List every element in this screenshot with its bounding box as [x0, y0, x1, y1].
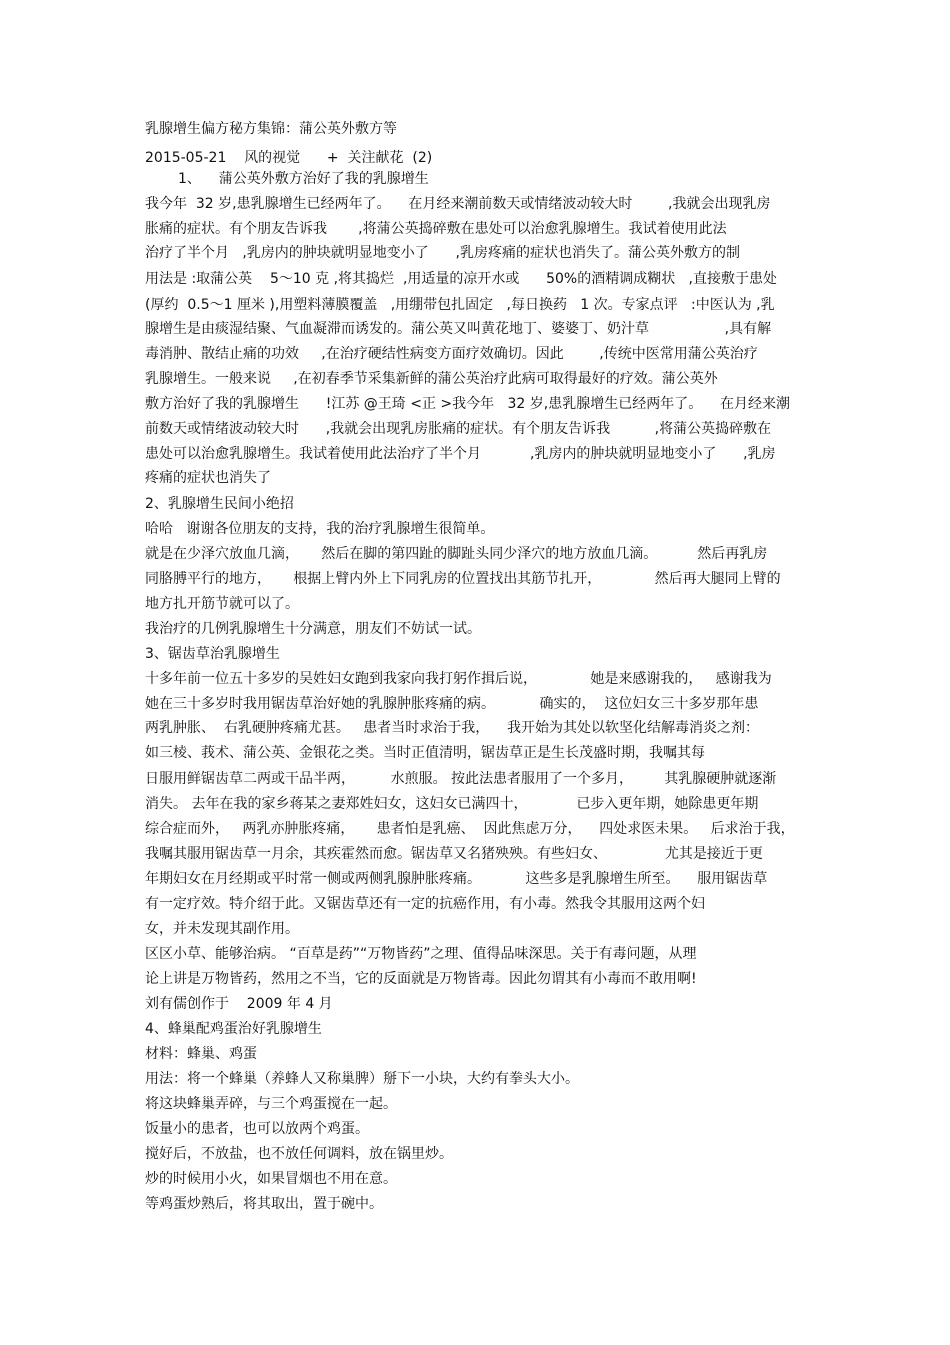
paragraph-line: 毒消肿、散结止痛的功效 ,在治疗硬结性病变方面疗效确切。因此 ,传统中医常用蒲公英治疗: [145, 346, 758, 362]
paragraph-line: 消失。 去年在我的家乡蒋某之妻郑姓妇女，这妇女已满四十， 已步入更年期，她除患更年期: [145, 796, 759, 812]
paragraph-line: 饭量小的患者，也可以放两个鸡蛋。: [145, 1121, 369, 1137]
paragraph-line: 患处可以治愈乳腺增生。我试着使用此法治疗了半个月 ,乳房内的肿块就明显地变小了 ,乳房: [145, 446, 776, 462]
article-title: 乳腺增生偏方秘方集锦：蒲公英外敷方等: [145, 121, 397, 137]
section-4-heading: 4、蜂巢配鸡蛋治好乳腺增生: [145, 1021, 322, 1037]
paragraph-line: 哈哈 谢谢各位朋友的支持，我的治疗乳腺增生很简单。: [145, 521, 495, 537]
paragraph-line: 用法：将一个蜂巢（养蜂人又称巢脾）掰下一小块，大约有拳头大小。: [145, 1071, 579, 1087]
paragraph-line: 我今年 32 岁,患乳腺增生已经两年了。 在月经来潮前数天或情绪波动较大时 ,我就会出现乳房: [145, 196, 771, 212]
paragraph-line: 同胳膊平行的地方， 根据上臂内外上下同乳房的位置找出其筋节扎开， 然后再大腿同上臂的: [145, 571, 781, 587]
paragraph-line: 将这块蜂巢弄碎，与三个鸡蛋搅在一起。: [145, 1096, 397, 1112]
paragraph-line: 胀痛的症状。有个朋友告诉我 ,将蒲公英捣碎敷在患处可以治愈乳腺增生。我试着使用此法: [145, 221, 727, 237]
paragraph-line: 论上讲是万物皆药，然用之不当，它的反面就是万物皆毒。因此勿谓其有小毒而不敢用啊!: [145, 971, 697, 987]
author-signature-line: 刘有儒创作于 2009 年 4 月: [145, 996, 333, 1012]
paragraph-line: 有一定疗效。特介绍于此。又锯齿草还有一定的抗癌作用，有小毒。然我令其服用这两个妇: [145, 896, 705, 912]
paragraph-line: 等鸡蛋炒熟后，将其取出，置于碗中。: [145, 1196, 383, 1212]
paragraph-line: 年期妇女在月经期或平时常一侧或两侧乳腺肿胀疼痛。 这些多是乳腺增生所至。 服用锯齿草: [145, 871, 768, 887]
paragraph-line: 疼痛的症状也消失了: [145, 470, 271, 486]
section-1-heading: 1、 蒲公英外敷方治好了我的乳腺增生: [178, 171, 429, 187]
section-3-heading: 3、锯齿草治乳腺增生: [145, 646, 280, 662]
paragraph-line: 我治疗的几例乳腺增生十分满意，朋友们不妨试一试。: [145, 621, 481, 637]
section-2-heading: 2、乳腺增生民间小绝招: [145, 496, 294, 512]
article-meta: 2015-05-21 风的视觉 + 关注献花 (2): [145, 150, 433, 166]
paragraph-line: 治疗了半个月 ,乳房内的肿块就明显地变小了 ,乳房疼痛的症状也消失了。蒲公英外敷方的制: [145, 245, 740, 261]
paragraph-line: 日服用鲜锯齿草二两或干品半两， 水煎服。 按此法患者服用了一个多月， 其乳腺硬肿就逐渐: [145, 771, 777, 787]
paragraph-line: 就是在少泽穴放血几滴， 然后在脚的第四趾的脚趾头同少泽穴的地方放血几滴。 然后再乳房: [145, 546, 768, 562]
paragraph-line: 综合症而外， 两乳亦肿胀疼痛， 患者怕是乳癌、 因此焦虑万分， 四处求医未果。 后求治于我，: [145, 821, 795, 837]
paragraph-line: 前数天或情绪波动较大时 ,我就会出现乳房胀痛的症状。有个朋友告诉我 ,将蒲公英捣碎敷在: [145, 421, 772, 437]
paragraph-line: 乳腺增生。一般来说 ,在初春季节采集新鲜的蒲公英治疗此病可取得最好的疗效。蒲公英外: [145, 371, 718, 387]
paragraph-line: 如三棱、莪术、蒲公英、金银花之类。当时正值清明，锯齿草正是生长茂盛时期，我嘱其每: [145, 745, 705, 761]
paragraph-line: 女，并未发现其副作用。: [145, 921, 299, 937]
paragraph-line: 敷方治好了我的乳腺增生 !江苏 @王琦 <正 >我今年 32 岁,患乳腺增生已经两年了。 在月经来潮: [145, 396, 790, 412]
paragraph-line: 搅好后，不放盐，也不放任何调料，放在锅里炒。: [145, 1146, 453, 1162]
paragraph-line: 腺增生是由痰湿结聚、气血凝滞而诱发的。蒲公英又叫黄花地丁、婆婆丁、奶汁草 ,具有解: [145, 321, 772, 337]
paragraph-line: 她在三十多岁时我用锯齿草治好她的乳腺肿胀疼痛的病。 确实的， 这位妇女三十多岁那年患: [145, 696, 759, 712]
paragraph-line: 两乳肿胀、 右乳硬肿疼痛尤甚。 患者当时求治于我， 我开始为其处以软坚化结解毒消炎之剂：: [145, 720, 760, 736]
paragraph-line: 材料：蜂巢、鸡蛋: [145, 1046, 257, 1062]
paragraph-line: 我嘱其服用锯齿草一月余，其疾霍然而愈。锯齿草又名猪殃殃。有些妇女、 尤其是接近于更: [145, 846, 763, 862]
paragraph-line: 地方扎开筋节就可以了。: [145, 596, 299, 612]
paragraph-line: (厚约 0.5～1 厘米 ),用塑料薄膜覆盖 ,用绷带包扎固定 ,每日换药 1 次。专家点评 :中医认为 ,乳: [145, 297, 775, 313]
paragraph-line: 十多年前一位五十多岁的吴姓妇女跑到我家向我打躬作揖后说， 她是来感谢我的， 感谢我为: [145, 671, 772, 687]
paragraph-line: 用法是 :取蒲公英 5～10 克 ,将其捣烂 ,用适量的凉开水或 50%的酒精调成糊状 ,直接敷于患处: [145, 271, 778, 287]
paragraph-line: 炒的时候用小火，如果冒烟也不用在意。: [145, 1171, 397, 1187]
paragraph-line: 区区小草、能够治病。 “百草是药”“万物皆药”之理、值得品味深思。关于有毒问题，从理: [145, 946, 697, 962]
